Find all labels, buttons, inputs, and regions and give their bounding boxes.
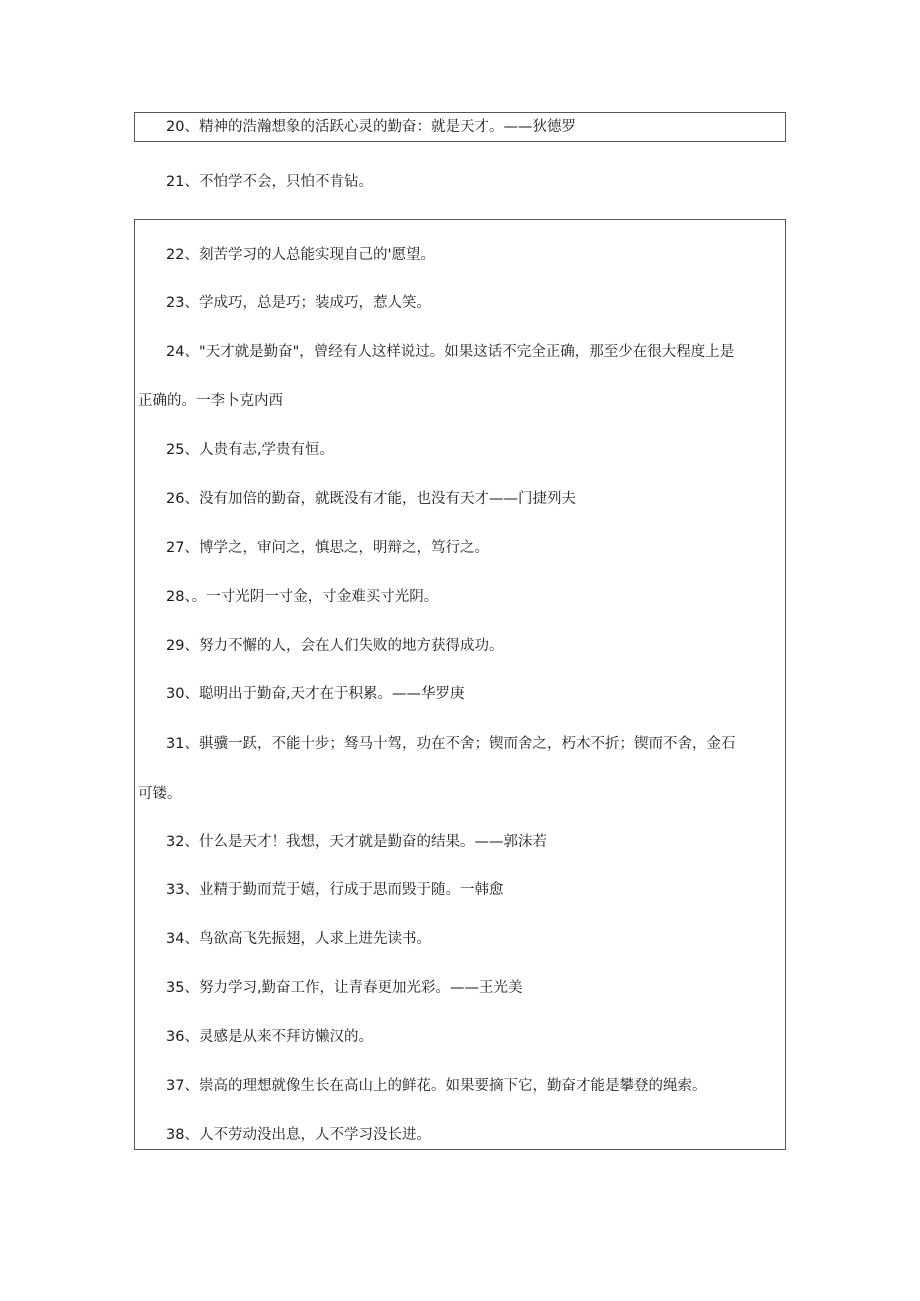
quote-item-33: 33、业精于勤而荒于嬉，行成于思而毁于随。一韩愈 [166,882,504,898]
quote-item-20: 20、精神的浩瀚想象的活跃心灵的勤奋：就是天才。——狄德罗 [166,119,576,135]
quote-item-28: 28、。一寸光阴一寸金，寸金难买寸光阴。 [166,589,439,605]
quote-item-32: 32、什么是天才！我想，天才就是勤奋的结果。——郭沫若 [166,834,547,850]
quote-item-24-continuation: 正确的。一李卜克内西 [138,393,283,409]
quote-item-25: 25、人贵有志,学贵有恒。 [166,442,335,458]
quote-item-38: 38、人不劳动没出息，人不学习没长进。 [166,1127,431,1143]
quote-item-35: 35、努力学习,勤奋工作，让青春更加光彩。——王光美 [166,980,523,996]
quote-item-24: 24、"天才就是勤奋"，曾经有人这样说过。如果这话不完全正确，那至少在很大程度上是 [166,344,735,360]
quote-item-26: 26、没有加倍的勤奋，就既没有才能，也没有天才——门捷列夫 [166,491,576,507]
quote-item-36: 36、灵感是从来不拜访懒汉的。 [166,1029,373,1045]
quote-item-21: 21、不怕学不会，只怕不肯钻。 [166,174,373,190]
quote-item-23: 23、学成巧，总是巧；装成巧，惹人笑。 [166,295,431,311]
quote-item-27: 27、博学之，审问之，慎思之，明辩之，笃行之。 [166,540,489,556]
quote-item-37: 37、崇高的理想就像生长在高山上的鲜花。如果要摘下它，勤奋才能是攀登的绳索。 [166,1078,707,1094]
quote-item-22: 22、刻苦学习的人总能实现自己的'愿望。 [166,247,435,263]
quote-item-31-continuation: 可镂。 [138,786,182,802]
quote-item-29: 29、努力不懈的人，会在人们失败的地方获得成功。 [166,638,504,654]
quote-item-31: 31、骐骥一跃，不能十步；驽马十驾，功在不舍；锲而舍之，朽木不折；锲而不舍，金石 [166,736,736,752]
quote-item-30: 30、聪明出于勤奋,天才在于积累。——华罗庚 [166,686,465,702]
quote-item-34: 34、鸟欲高飞先振翅，人求上进先读书。 [166,931,431,947]
